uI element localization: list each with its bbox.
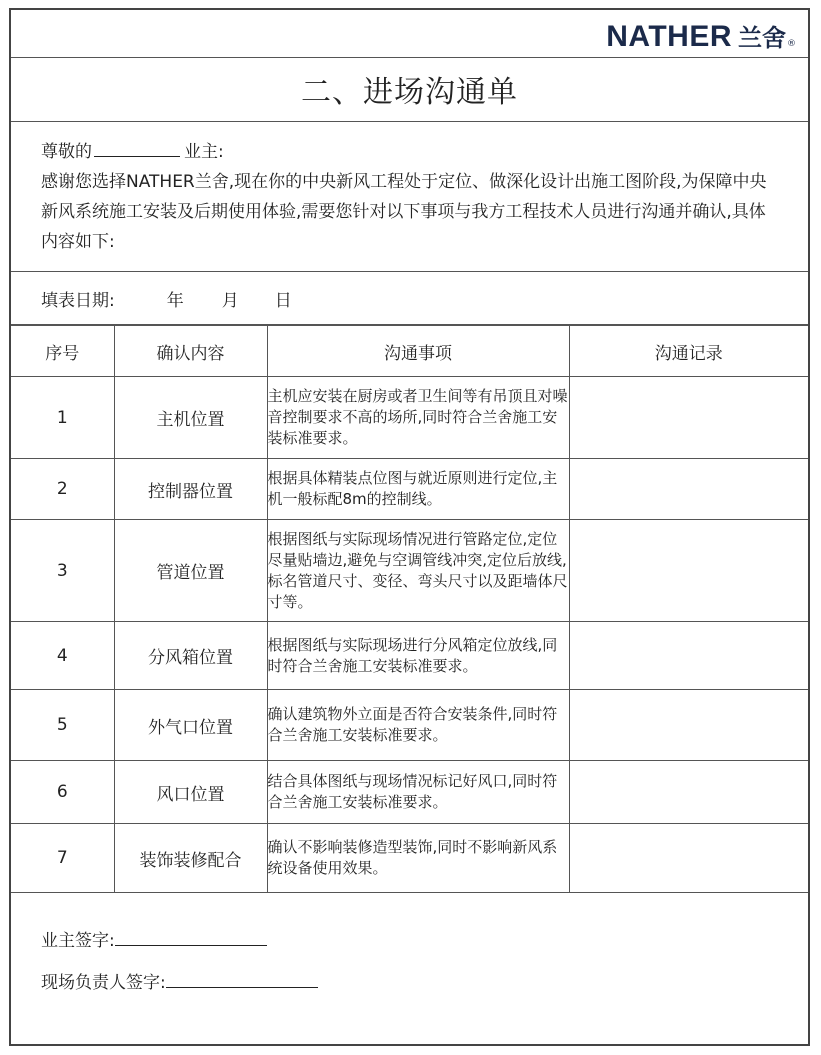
table-row	[11, 377, 808, 459]
page-title: 二、进场沟通单	[301, 75, 518, 110]
intro-section	[11, 121, 808, 272]
fill-date-label: 填表日期:	[41, 290, 115, 311]
owner-signature-blank[interactable]	[115, 929, 267, 946]
brand-logo	[606, 18, 796, 54]
row-number: 4	[11, 622, 114, 690]
salutation-suffix: 业主:	[184, 142, 224, 162]
salutation	[41, 137, 780, 167]
row-description: 确认建筑物外立面是否符合安装条件,同时符合兰舍施工安装标准要求。	[267, 690, 569, 761]
table-row	[11, 761, 808, 824]
table-row	[11, 824, 808, 893]
registered-mark: ®	[787, 39, 796, 49]
row-number: 2	[11, 459, 114, 520]
site-manager-signature-blank[interactable]	[166, 971, 318, 988]
date-month: 月	[221, 290, 239, 311]
signature-section	[11, 892, 808, 1042]
header-bar	[11, 10, 808, 58]
row-record-cell[interactable]	[569, 622, 808, 690]
row-record-cell[interactable]	[569, 459, 808, 520]
row-record-cell[interactable]	[569, 377, 808, 459]
row-description: 根据具体精装点位图与就近原则进行定位,主机一般标配8m的控制线。	[267, 459, 569, 520]
site-manager-signature-line	[41, 968, 318, 993]
row-item: 分风箱位置	[114, 622, 267, 690]
table-row	[11, 459, 808, 520]
owner-name-blank	[94, 139, 180, 157]
row-item: 管道位置	[114, 520, 267, 622]
row-item: 装饰装修配合	[114, 824, 267, 893]
site-manager-signature-label: 现场负责人签字:	[41, 973, 166, 993]
document-frame	[9, 8, 810, 1046]
header-communication-record: 沟通记录	[569, 326, 808, 377]
header-communication-items: 沟通事项	[267, 326, 569, 377]
row-number: 7	[11, 824, 114, 893]
row-description: 根据图纸与实际现场情况进行管路定位,定位尽量贴墙边,避免与空调管线冲突,定位后放线,标名管道尺寸、变径、弯头尺寸以及距墙体尺寸等。	[267, 520, 569, 622]
header-seq: 序号	[11, 326, 114, 377]
date-day: 日	[274, 290, 292, 311]
owner-signature-line	[41, 926, 267, 951]
row-item: 控制器位置	[114, 459, 267, 520]
brand-name-cn: 兰舍	[738, 24, 786, 52]
row-item: 风口位置	[114, 761, 267, 824]
row-number: 6	[11, 761, 114, 824]
row-record-cell[interactable]	[569, 824, 808, 893]
table-row	[11, 690, 808, 761]
row-description: 确认不影响装修造型装饰,同时不影响新风系统设备使用效果。	[267, 824, 569, 893]
brand-name: NATHER	[606, 20, 732, 53]
row-item: 外气口位置	[114, 690, 267, 761]
header-confirm-content: 确认内容	[114, 326, 267, 377]
row-number: 3	[11, 520, 114, 622]
row-description: 根据图纸与实际现场进行分风箱定位放线,同时符合兰舍施工安装标准要求。	[267, 622, 569, 690]
row-description: 主机应安装在厨房或者卫生间等有吊顶且对噪音控制要求不高的场所,同时符合兰舍施工安装标准要求。	[267, 377, 569, 459]
date-year: 年	[166, 290, 184, 311]
row-number: 5	[11, 690, 114, 761]
row-item: 主机位置	[114, 377, 267, 459]
table-row	[11, 622, 808, 690]
row-number: 1	[11, 377, 114, 459]
row-record-cell[interactable]	[569, 761, 808, 824]
row-record-cell[interactable]	[569, 520, 808, 622]
intro-body: 感谢您选择NATHER兰舍,现在你的中央新风工程处于定位、做深化设计出施工图阶段,为保障中央新风系统施工安装及后期使用体验,需要您针对以下事项与我方工程技术人员进行沟通并确认,具体内容如下:	[41, 172, 767, 252]
row-record-cell[interactable]	[569, 690, 808, 761]
table-row	[11, 520, 808, 622]
communication-table	[11, 325, 808, 893]
fill-date-row	[11, 272, 808, 325]
salutation-prefix: 尊敬的	[41, 142, 92, 162]
owner-signature-label: 业主签字:	[41, 931, 115, 951]
row-description: 结合具体图纸与现场情况标记好风口,同时符合兰舍施工安装标准要求。	[267, 761, 569, 824]
table-header-row	[11, 326, 808, 377]
title-bar	[11, 57, 808, 122]
